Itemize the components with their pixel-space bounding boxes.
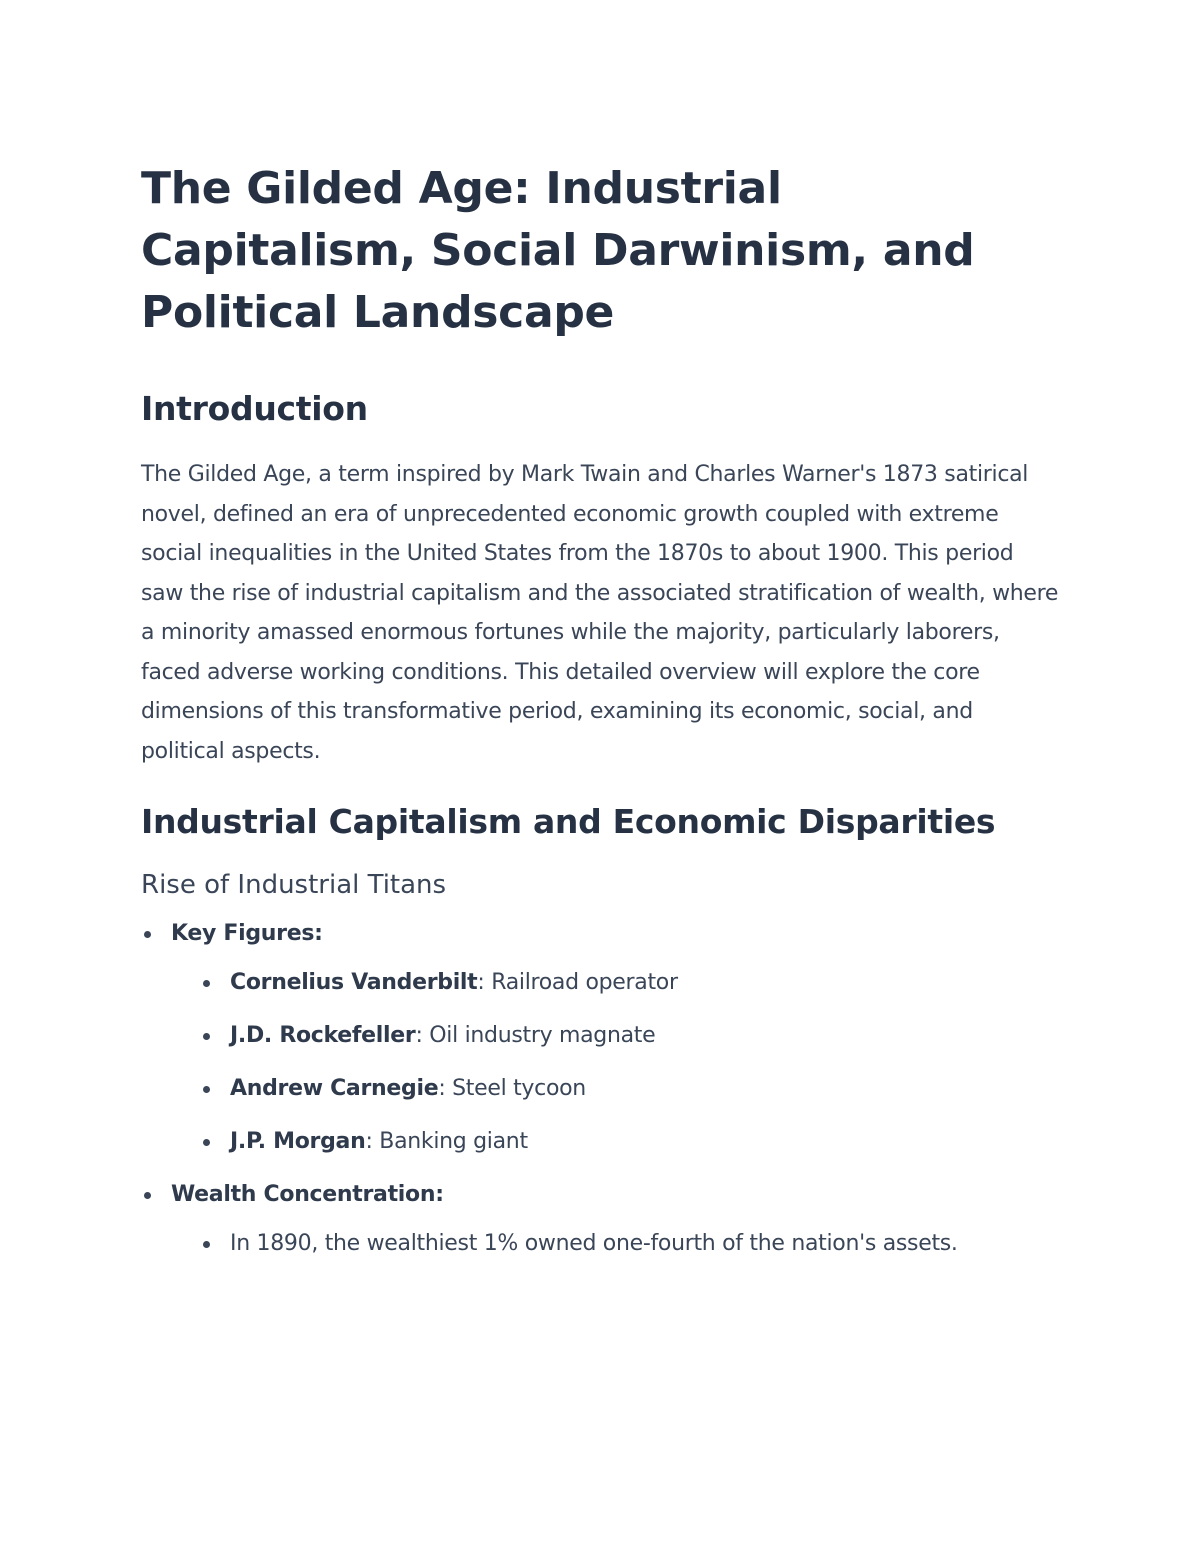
key-figures-list (171, 967, 1061, 1158)
key-figures-label: Key Figures: (171, 921, 323, 946)
main-bullet-list (141, 918, 1061, 1260)
section-heading: Industrial Capitalism and Economic Disparities (141, 802, 996, 841)
figure-name: Cornelius Vanderbilt (230, 970, 478, 995)
bullet-icon (203, 1139, 210, 1146)
bullet-icon (203, 1241, 210, 1248)
subsection-heading: Rise of Industrial Titans (141, 870, 447, 900)
figure-description: : Railroad operator (477, 970, 678, 995)
document-page (141, 158, 1061, 1260)
list-item-wealth-concentration (141, 1179, 1061, 1260)
list-item (200, 1126, 1061, 1158)
wealth-concentration-list (171, 1228, 1061, 1260)
wealth-fact: In 1890, the wealthiest 1% owned one-fourth of the nation's assets. (230, 1231, 958, 1256)
list-item (200, 1073, 1061, 1105)
list-item (200, 1228, 1061, 1260)
bullet-icon (203, 980, 210, 987)
introduction-heading: Introduction (141, 389, 368, 428)
list-item (200, 1020, 1061, 1052)
document-title: The Gilded Age: Industrial Capitalism, Social Darwinism, and Political Landscape (141, 163, 975, 338)
figure-name: Andrew Carnegie (230, 1076, 439, 1101)
figure-name: J.D. Rockefeller (230, 1023, 416, 1048)
figure-name: J.P. Morgan (230, 1129, 366, 1154)
figure-description: : Banking giant (365, 1129, 528, 1154)
bullet-icon (203, 1033, 210, 1040)
list-item-key-figures (141, 918, 1061, 1158)
bullet-icon (144, 1192, 151, 1199)
figure-description: : Steel tycoon (438, 1076, 586, 1101)
wealth-concentration-label: Wealth Concentration: (171, 1182, 444, 1207)
bullet-icon (144, 931, 151, 938)
introduction-paragraph: The Gilded Age, a term inspired by Mark Twain and Charles Warner's 1873 satirical novel, defined an era of unprecedented economic growth coupled with extreme social inequalities in the United States from the 1870s to about 1900. This period saw the rise of industrial capitalism and the associated stratification of wealth, where a minority amassed enormous fortunes while the majority, particularly laborers, faced adverse working conditions. This detailed overview will explore the core dimensions of this transformative period, examining its economic, social, and political aspects. (141, 462, 1059, 764)
figure-description: : Oil industry magnate (415, 1023, 656, 1048)
bullet-icon (203, 1086, 210, 1093)
list-item (200, 967, 1061, 999)
